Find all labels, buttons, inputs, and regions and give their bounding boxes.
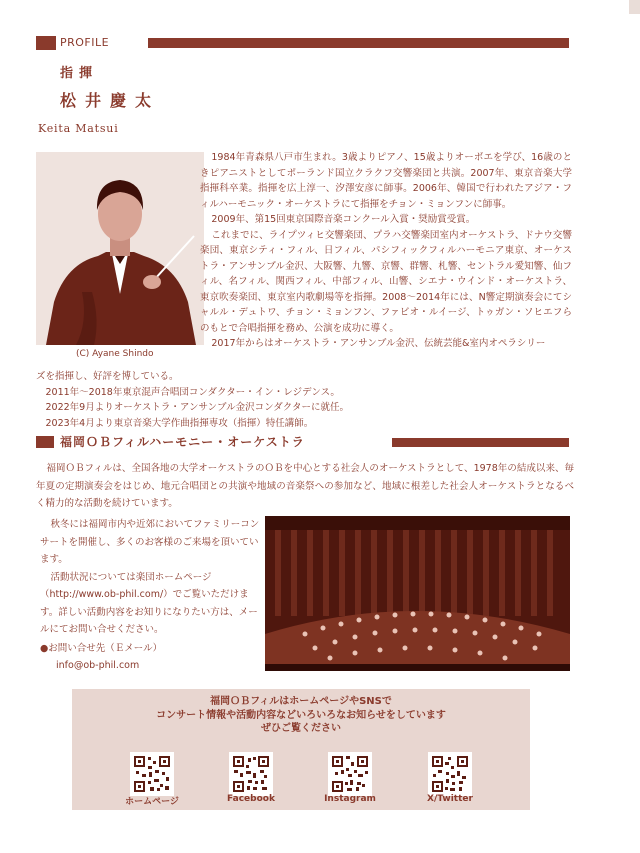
facebook-label: Facebook xyxy=(227,794,275,804)
bio-line: 2022年9月よりオーケストラ・アンサンブル金沢コンダクターに就任。 xyxy=(45,402,350,413)
conductor-name-jp: 松井慶太 xyxy=(60,91,161,110)
instagram-qr-link[interactable] xyxy=(320,752,380,796)
contact-email-link[interactable]: info@ob-phil.com xyxy=(56,660,140,671)
heading-rule xyxy=(148,38,569,48)
orchestra-intro: 福岡ＯＢフィルは、全国各地の大学オーケストラのＯＢを中心とする社会人のオーケストラとして、1978年の結成以来、毎年夏の定期演奏会をはじめ、地元合唱団との共演や地域の音楽祭への参加など、地域に根差した社会人オーケストラとなるべく精力的な活動を続けています。 xyxy=(36,463,574,509)
qr-code-icon xyxy=(428,752,472,796)
homepage-qr-link[interactable] xyxy=(122,752,182,796)
twitter-qr-link[interactable] xyxy=(420,752,480,796)
heading-block-mark xyxy=(36,36,56,50)
bio-paragraph: 1984年青森県八戸市生まれ。3歳よりピアノ、15歳よりオーボエを学び、16歳のときピアニストとしてポーランド国立クラクフ交響楽団と共演。2007年、東京音楽大学指揮科卒業。指揮を広上淳一、汐澤安彦に師事。2006年、韓国で行われたアジア・フィルハーモニック・オーケストラにて指揮をチョン・ミョンフンに師事。 xyxy=(200,152,572,210)
sns-message xyxy=(72,695,530,736)
qr-code-icon xyxy=(130,752,174,796)
facebook-qr-link[interactable] xyxy=(221,752,281,796)
qr-code-icon xyxy=(229,752,273,796)
sns-message-line: ぜひご覧ください xyxy=(261,723,341,734)
bio-line: ズを指揮し、好評を博している。 xyxy=(36,371,179,382)
orchestra-heading: 福岡ＯＢフィルハーモニー・オーケストラ xyxy=(60,435,305,449)
conductor-name-en: Keita Matsui xyxy=(38,122,119,135)
activity-text: 活動状況については楽団ホームページ（http://www.ob-phil.com/）でご覧いただけます。詳しい活動内容をお知りになりたい方は、メールにてお問い合せください。 xyxy=(40,571,258,635)
twitter-label: X/Twitter xyxy=(427,794,473,804)
homepage-label: ホームページ xyxy=(125,797,179,807)
orchestra-heading-bar xyxy=(36,434,569,451)
concert-text: 秋冬には福岡市内や近郊においてファミリーコンサートを開催し、多くのお客様のご来場を頂いています。 xyxy=(40,519,260,565)
biography-column xyxy=(200,150,572,352)
heading-rule xyxy=(392,438,569,447)
page-corner-tab xyxy=(629,0,640,14)
instagram-label: Instagram xyxy=(324,794,376,804)
bio-paragraph: 2009年、第15回東京国際音楽コンクール入賞・奨励賞受賞。 xyxy=(211,214,476,225)
conductor-photo xyxy=(36,152,204,345)
contact-label: ●お問い合せ先（Ｅメール） xyxy=(40,642,163,654)
sns-message-line: 福岡ＯＢフィルはホームページやSNSで xyxy=(210,696,392,707)
sns-message-line: コンサート情報や活動内容などいろいろなお知らせをしています xyxy=(156,709,446,721)
biography-continued xyxy=(36,369,576,431)
bio-line: 2023年4月より東京音楽大学作曲指揮専攻（指揮）特任講師。 xyxy=(45,417,314,429)
bio-line: 2011年～2018年東京混声合唱団コンダクター・イン・レジデンス。 xyxy=(45,386,340,398)
bio-paragraph: これまでに、ライプツィヒ交響楽団、プラハ交響楽団室内オーケストラ、ドナウ交響楽団、東京シティ・フィル、日フィル、パシフィックフィルハーモニア東京、オーケストラ・アンサンブル金沢、大阪響、九響、京響、群響、札響、セントラル愛知響、仙フィル、名フィル、関西フィル、中部フィル、山響、シエナ・ウインド・オーケストラ、東京吹奏楽団、東京室内歌劇場等を指揮。2008～2014年には、N響定期演奏会にてシャルル・デュトワ、チョン・ミョンフン、ファビオ・ルイージ、トゥガン・ソヒエフらのもとで合唱指揮を務め、公演を成功に導く。 xyxy=(200,229,572,334)
bio-paragraph: 2017年からはオーケストラ・アンサンブル金沢、伝統芸能&室内オペラシリー xyxy=(211,338,546,349)
conductor-role: 指揮 xyxy=(60,66,99,81)
photo-credit: (C) Ayane Shindo xyxy=(76,349,154,359)
concert-photo xyxy=(265,516,570,671)
orchestra-details xyxy=(40,516,260,675)
qr-code-icon xyxy=(328,752,372,796)
heading-block-mark xyxy=(36,436,54,448)
profile-heading-bar xyxy=(36,36,569,50)
profile-label: PROFILE xyxy=(60,36,110,49)
